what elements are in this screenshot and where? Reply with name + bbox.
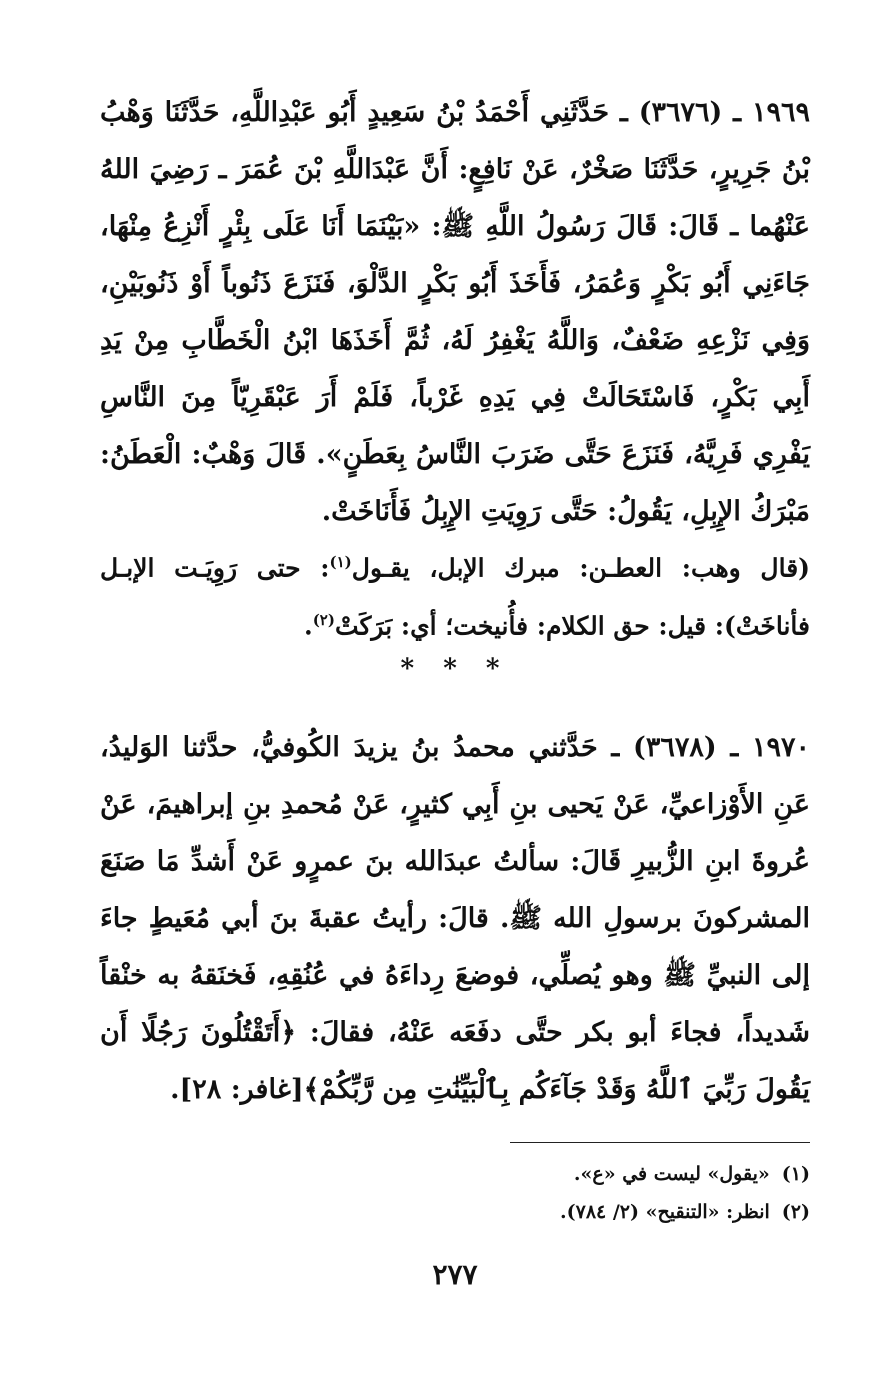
footnotes-list: [100, 1155, 810, 1231]
page-number: ٢٧٧: [432, 1258, 478, 1291]
commentary-1969-text-part3: .: [303, 611, 313, 641]
hadith-1969-paragraph: [100, 84, 810, 540]
hadith-1970-number: ١٩٧٠ ـ (٣٦٧٨) ـ: [611, 732, 810, 763]
footnote-ref-1: (١): [329, 553, 352, 571]
footnote-text: انظر: «التنقيح» (٢/ ٧٨٤).: [560, 1201, 770, 1223]
footnote-item: [100, 1155, 810, 1193]
section-divider-stars: * * *: [400, 654, 510, 684]
commentary-1969-text-part1: (قال وهب: العطـن: مبرك الإبل، يقـول: [351, 553, 810, 583]
hadith-1969-number: ١٩٦٩ ـ (٣٦٧٦) ـ: [619, 97, 810, 128]
footnote-item: [100, 1193, 810, 1231]
footnote-divider: [510, 1142, 810, 1143]
hadith-1970-paragraph: [100, 719, 810, 1118]
commentary-1969-text-part2: : حتى رَوِيَـت الإبـل فأناخَتْ): قيل: حق الكلام: فأُنيخت؛ أي: بَرَكَتْ: [100, 553, 810, 641]
quran-verse: ﴿أَتَقْتُلُونَ رَجُلًا أَن يَقُولَ رَبِّيَ ٱللَّهُ وَقَدْ جَآءَكُم بِٱلْبَيِّنَٰتِ مِن رَّبِّكُمْ﴾: [100, 1017, 810, 1105]
footnote-text: «يقول» ليست في «ع».: [573, 1163, 770, 1185]
hadith-1969-text: حَدَّثَنِي أَحْمَدُ بْنُ سَعِيدٍ أَبُو عَبْدِاللَّهِ، حَدَّثَنَا وَهْبُ بْنُ جَرِيرٍ، حَدَّثَنَا صَخْرٌ، عَنْ نَافِعٍ: أَنَّ عَبْدَاللَّهِ بْنَ عُمَرَ ـ رَضِيَ اللهُ عَنْهُما ـ قَالَ: قَالَ رَسُولُ اللَّهِ ﷺ: «بَيْنَمَا أَنَا عَلَى بِئْرٍ أَنْزِعُ مِنْهَا، جَاءَنِي أَبُو بَكْرٍ وَعُمَرُ، فَأَخَذَ أَبُو بَكْرٍ الدَّلْوَ، فَنَزَعَ ذَنُوباً أَوْ ذَنُوبَيْنِ، وَفِي نَزْعِهِ ضَعْفٌ، وَاللَّهُ يَغْفِرُ لَهُ، ثُمَّ أَخَذَهَا ابْنُ الْخَطَّابِ مِنْ يَدِ أَبِي بَكْرٍ، فَاسْتَحَالَتْ فِي يَدِهِ غَرْباً، فَلَمْ أَرَ عَبْقَرِيّاً مِنَ النَّاسِ يَفْرِي فَرِيَّهُ، فَنَزَعَ حَتَّى ضَرَبَ النَّاسُ بِعَطَنٍ». قَالَ وَهْبٌ: الْعَطَنُ: مَبْرَكُ الإِبِلِ، يَقُولُ: حَتَّى رَوِيَتِ الإِبِلُ فَأَنَاخَتْ.: [100, 97, 810, 527]
footnote-ref-2: (٢): [312, 611, 335, 630]
footnote-number: (٢): [781, 1201, 810, 1223]
quran-reference: [غافر: ٢٨].: [170, 1074, 304, 1105]
commentary-1969-paragraph: [100, 536, 810, 653]
hadith-1970-text: حَدَّثني محمدُ بنُ يزيدَ الكُوفيُّ، حدَّثنا الوَليدُ، عَنِ الأَوْزاعيِّ، عَنْ يَحيى بنِ أَبِي كثيرٍ، عَنْ مُحمدِ بنِ إبراهيمَ، عَنْ عُروةَ ابنِ الزُّبيرِ قَالَ: سألتُ عبدَالله بنَ عمرٍو عَنْ أَشدِّ مَا صَنَعَ المشركونَ برسولِ الله ﷺ. قالَ: رأيتُ عقبةَ بنَ أبي مُعَيطٍ جاءَ إلى النبيِّ ﷺ وهو يُصلِّي، فوضعَ رِداءَهُ في عُنُقِهِ، فَخنَقهُ به خنْقاً شَديداً، فجاءَ أبو بكر حتَّى دفَعَه عَنْهُ، فقالَ:: [100, 732, 811, 1048]
footnote-number: (١): [781, 1163, 810, 1185]
